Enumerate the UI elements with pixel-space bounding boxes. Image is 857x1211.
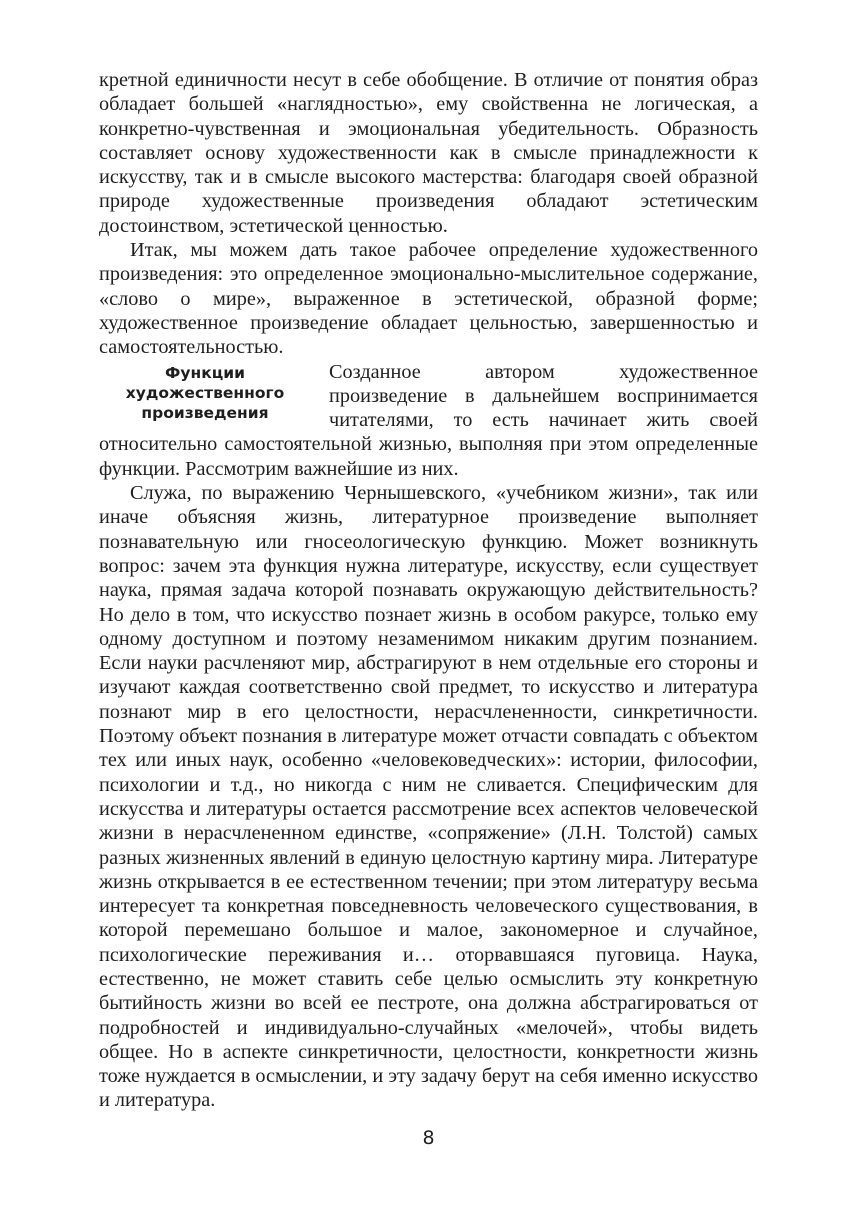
page-body [99,68,758,1113]
section-heading-line-3: произведения [141,403,269,422]
paragraph-functions-intro: Созданное автором художественное произведение в дальнейшем воспринимается читателями, то есть начинает жить своей относительно самостоятельной жизнью, выполняя при этом определенные функции. Рассмотрим важнейшие из них. [99,360,758,480]
paragraph-cognitive-function: Служа, по выражению Чернышевского, «учебником жизни», так или иначе объясняя жизнь, литературное произведение выполняет познавательную или гносеологическую функцию. Может возникнуть вопрос: зачем эта функция нужна литературе, искусству, если существует наука, прямая задача которой познавать окружающую действительность? Но дело в том, что искусство познает жизнь в особом ракурсе, только ему одному доступном и поэтому незаменимом никаким другим познанием. Если науки расчленяют мир, абстрагируют в нем отдельные его стороны и изучают каждая соответственно свой предмет, то искусство и литература познают мир в его целостности, нерасчлененности, синкретичности. Поэтому объект познания в литературе может отчасти совпадать с объектом тех или иных наук, особенно «человековедческих»: истории, философии, психологии и т.д., но никогда с ним не сливается. Специфическим для искусства и литературы остается рассмотрение всех аспектов человеческой жизни в нерасчлененном единстве, «сопряжение» (Л.Н. Толстой) самых разных жизненных явлений в единую целостную картину мира. Литературе жизнь открывается в ее естественном течении; при этом литературу весьма интересует та конкретная повседневность человеческого существования, в которой перемешано большое и малое, закономерное и случайное, психологические переживания и… оторвавшаяся пуговица. Наука, естественно, не может ставить себе целью осмыслить эту конкретную бытийность жизни во всей ее пестроте, она должна абстрагироваться от подробностей и индивидуально-случайных «мелочей», чтобы видеть общее. Но в аспекте синкретичности, целостности, конкретности жизнь тоже нуждается в осмыслении, и эту задачу берут на себя именно искусство и литература. [99,482,758,1112]
page-number: 8 [422,1127,435,1149]
section-heading-line-2: художественного [125,383,285,402]
section-heading [99,363,311,423]
paragraph-definition: Итак, мы можем дать такое рабочее определение художественного произведения: это определенное эмоционально-мыслительное содержание, «слово о мире», выраженное в эстетической, образной форме; художественное произведение обладает цельностью, завершенностью и самостоятельностью. [99,239,758,359]
section-heading-line-1: Функции [165,363,245,382]
paragraph-continuation: кретной единичности несут в себе обобщение. В отличие от понятия образ обладает большей «наглядностью», ему свойственна не логическая, а конкретно-чувственная и эмоциональная убедительность. Образность составляет основу художественности как в смысле принадлежности к искусству, так и в смысле высокого мастерства: благодаря своей образной природе художественные произведения обладают эстетическим достоинством, эстетической ценностью. [99,69,758,237]
